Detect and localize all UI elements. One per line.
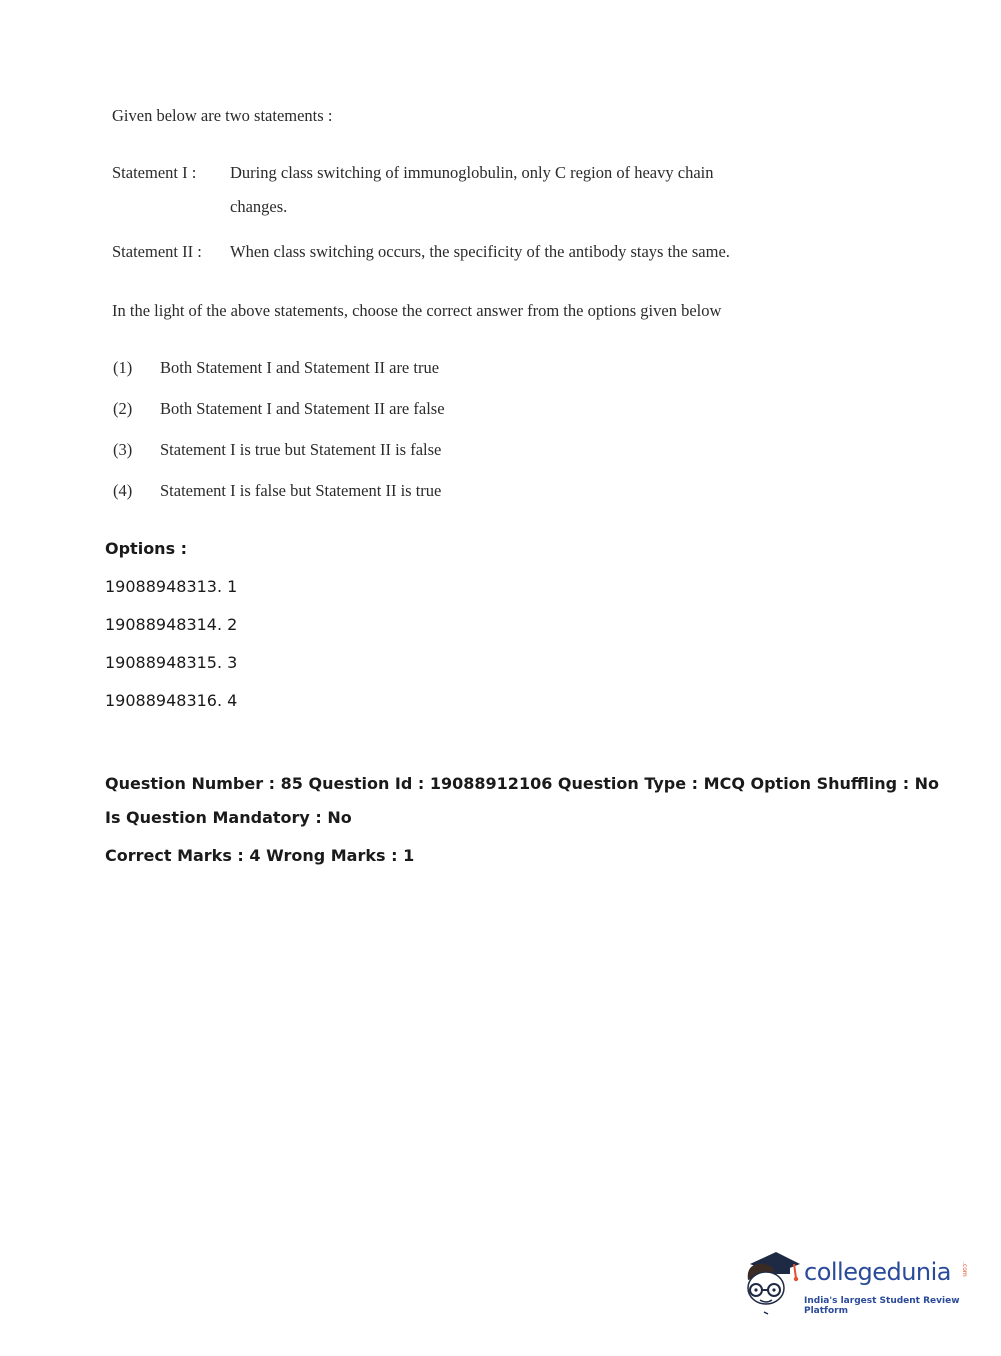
choice-4-text: Statement I is false but Statement II is true xyxy=(160,481,442,500)
question-meta-line-1: Question Number : 85 Question Id : 19088912106 Question Type : MCQ Option Shuffling : No xyxy=(105,774,940,793)
question-instruction: In the light of the above statements, choose the correct answer from the options given below xyxy=(112,301,722,320)
choice-3-number: (3) xyxy=(113,440,133,459)
question-intro: Given below are two statements : xyxy=(112,106,333,125)
choice-1-text: Both Statement I and Statement II are true xyxy=(160,358,440,377)
choice-4-number: (4) xyxy=(113,481,133,500)
mascot-icon xyxy=(742,1250,802,1320)
statement-1-text-line-2: changes. xyxy=(230,197,288,216)
option-item-4: 19088948316. 4 xyxy=(105,691,238,710)
statement-2-label: Statement II : xyxy=(112,242,202,261)
statement-1-label: Statement I : xyxy=(112,163,197,182)
option-item-2: 19088948314. 2 xyxy=(105,615,238,634)
choice-2-number: (2) xyxy=(113,399,133,418)
option-item-3: 19088948315. 3 xyxy=(105,653,238,672)
logo-tagline: India's largest Student Review Platform xyxy=(804,1296,960,1316)
choice-2-text: Both Statement I and Statement II are false xyxy=(160,399,445,418)
option-item-1: 19088948313. 1 xyxy=(105,577,238,596)
question-meta-line-2: Is Question Mandatory : No xyxy=(105,808,352,827)
logo-wordmark: collegedunia xyxy=(804,1258,952,1286)
statement-1-text-line-1: During class switching of immunoglobulin, only C region of heavy chain xyxy=(230,163,714,182)
options-heading: Options : xyxy=(105,539,188,558)
logo-domain-suffix: .com xyxy=(961,1262,968,1277)
choice-3-text: Statement I is true but Statement II is false xyxy=(160,440,442,459)
question-meta-line-3: Correct Marks : 4 Wrong Marks : 1 xyxy=(105,846,415,865)
statement-2-text: When class switching occurs, the specificity of the antibody stays the same. xyxy=(230,242,730,261)
choice-1-number: (1) xyxy=(113,358,133,377)
collegedunia-logo[interactable] xyxy=(742,1250,972,1322)
